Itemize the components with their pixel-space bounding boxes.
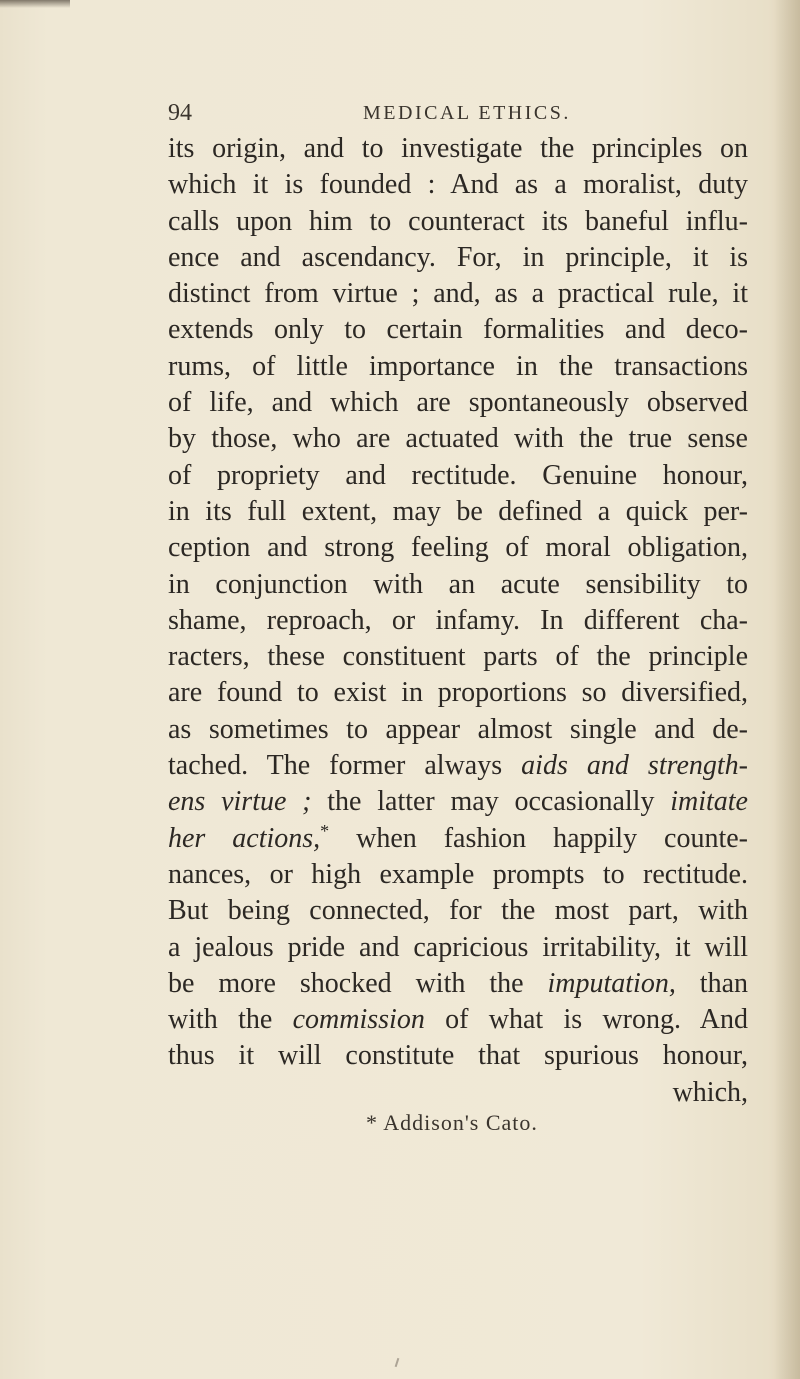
page-number: 94 xyxy=(168,100,192,126)
footnote: * Addison's Cato. xyxy=(366,1110,538,1135)
text-line xyxy=(168,167,748,203)
text-segment: shame, reproach, or infamy. In different cha- xyxy=(168,604,748,636)
text-segment: which it is founded : And as a moralist, duty xyxy=(168,169,748,201)
text-line xyxy=(168,1038,748,1074)
text-segment: be more shocked with the xyxy=(168,967,548,999)
text-segment: in conjunction with an acute sensibility to xyxy=(168,568,748,600)
text-segment: the latter may occasionally xyxy=(311,786,671,818)
text-segment: are found to exist in proportions so diversified, xyxy=(168,677,748,709)
text-segment: rums, of little importance in the transactions xyxy=(168,350,748,382)
italic-text: ens virtue ; xyxy=(168,786,312,818)
text-segment: by those, who are actuated with the true sense xyxy=(168,423,748,455)
text-segment: thus it will constitute that spurious honour, xyxy=(168,1040,748,1072)
italic-text: commission xyxy=(292,1004,425,1036)
italic-text: imputation, xyxy=(547,967,676,999)
text-segment: ence and ascendancy. For, in principle, it is xyxy=(168,241,748,273)
text-line xyxy=(168,1002,748,1038)
page-header xyxy=(168,100,748,134)
text-line xyxy=(168,930,748,966)
text-line xyxy=(168,131,748,167)
italic-text: imitate xyxy=(670,786,748,818)
text-line xyxy=(168,712,748,748)
text-segment: nances, or high example prompts to rectitude. xyxy=(168,858,748,890)
text-segment: which, xyxy=(672,1076,748,1108)
text-line xyxy=(168,204,748,240)
text-line xyxy=(168,748,748,784)
text-segment: tached. The former always xyxy=(168,750,522,782)
scan-artifact xyxy=(0,0,70,8)
text-segment: its origin, and to investigate the principles on xyxy=(168,133,748,164)
text-line xyxy=(168,312,748,348)
text-line xyxy=(168,821,748,857)
text-segment: of propriety and rectitude. Genuine honour, xyxy=(168,459,748,491)
text-line xyxy=(168,857,748,893)
text-line xyxy=(168,385,748,421)
text-segment: distinct from virtue ; and, as a practical rule, it xyxy=(168,278,748,310)
body-text xyxy=(168,131,748,1111)
text-segment: in its full extent, may be defined a quick per- xyxy=(168,495,748,527)
page-gutter-shadow xyxy=(774,0,800,1379)
text-segment: calls upon him to counteract its baneful influ- xyxy=(168,205,748,237)
text-segment: ception and strong feeling of moral obligation, xyxy=(168,532,748,564)
text-segment: when fashion happily counte- xyxy=(329,822,748,854)
text-segment: a jealous pride and capricious irritability, it will xyxy=(168,931,748,963)
text-line xyxy=(168,349,748,385)
text-line xyxy=(168,1075,748,1111)
running-head: MEDICAL ETHICS. xyxy=(363,102,571,124)
text-segment: than xyxy=(675,967,748,999)
text-segment: But being connected, for the most part, with xyxy=(168,895,748,927)
scan-speck xyxy=(395,1358,400,1367)
text-line xyxy=(168,276,748,312)
text-line xyxy=(168,603,748,639)
text-segment: of what is wrong. And xyxy=(424,1004,748,1036)
text-segment: extends only to certain formalities and deco- xyxy=(168,314,748,346)
text-line xyxy=(168,421,748,457)
text-segment: of life, and which are spontaneously observed xyxy=(168,387,748,419)
text-line xyxy=(168,530,748,566)
text-segment: racters, these constituent parts of the principle xyxy=(168,641,748,673)
text-segment: as sometimes to appear almost single and de- xyxy=(168,713,748,745)
italic-text: aids and strength- xyxy=(521,750,748,782)
text-line xyxy=(168,240,748,276)
italic-text: her actions, xyxy=(168,822,321,854)
footnote-marker: * xyxy=(320,820,330,841)
text-line xyxy=(168,458,748,494)
text-line xyxy=(168,567,748,603)
text-line xyxy=(168,966,748,1002)
text-line xyxy=(168,639,748,675)
text-line xyxy=(168,494,748,530)
text-segment: with the xyxy=(168,1004,293,1036)
text-line xyxy=(168,784,748,820)
text-line xyxy=(168,675,748,711)
text-line xyxy=(168,893,748,929)
